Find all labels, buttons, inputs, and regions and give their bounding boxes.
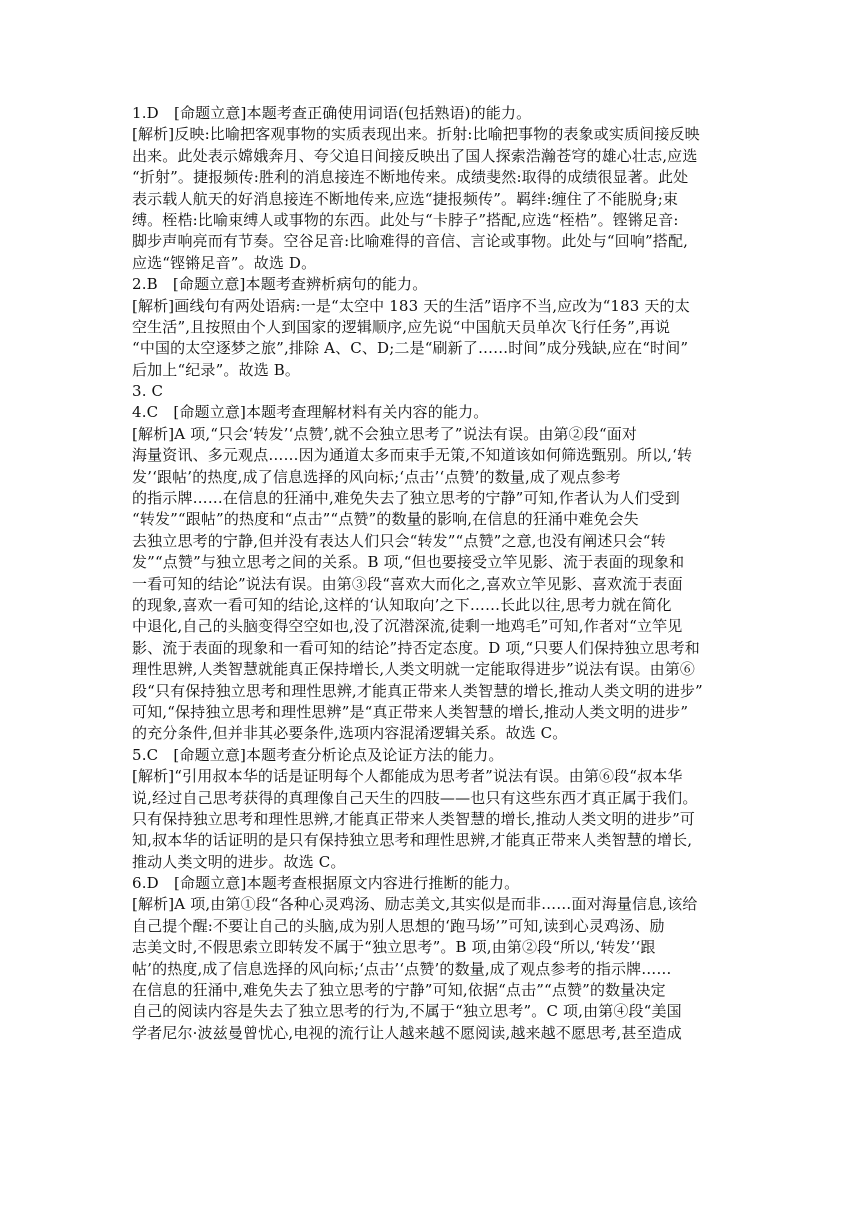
text-line: 后加上“纪录”。故选 B。 [132, 360, 301, 379]
text-line: “中国的太空逐梦之旅”,排除 A、C、D;二是“刷新了……时间”成分残缺,应在“时间” [132, 339, 689, 358]
text-line: 发’‘跟帖’的热度,成了信息选择的风向标;‘点击’‘点赞’的数量,成了观点参考 [132, 467, 621, 486]
text-line: 推动人类文明的进步。故选 C。 [132, 852, 346, 871]
text-line: 空生活”,且按照由个人到国家的逻辑顺序,应先说“中国航天员单次飞行任务”,再说 [132, 317, 671, 336]
text-line: [解析]A 项,“只会‘转发’‘点赞’,就不会独立思考了”说法有误。由第②段“面对 [132, 424, 638, 443]
text-line: 应选“铿锵足音”。故选 D。 [132, 253, 317, 272]
text-line: 在信息的狂涌中,难免失去了独立思考的宁静”可知,依据“点击”“点赞”的数量决定 [132, 981, 666, 1000]
text-line: 的现象,喜欢一看可知的结论,这样的‘认知取向’之下……长此以往,思考力就在简化 [132, 595, 672, 614]
text-line: 缚。桎梏:比喻束缚人或事物的东西。此处与“卡脖子”搭配,应选“桎梏”。铿锵足音: [132, 210, 679, 229]
text-line: 影、流于表面的现象和一看可知的结论”持否定态度。D 项,“只要人们保持独立思考和 [132, 638, 700, 657]
text-line: 中退化,自己的头脑变得空空如也,没了沉潜深流,徒剩一地鸡毛”可知,作者对“立竿见 [132, 617, 683, 636]
text-line: 的指示牌……在信息的狂涌中,难免失去了独立思考的宁静”可知,作者认为人们受到 [132, 489, 680, 508]
text-line: 志美文时,不假思索立即转发不属于“独立思考”。B 项,由第②段“所以,‘转发’‘跟 [132, 938, 656, 957]
text-line: 5.C [命题立意]本题考查分析论点及论证方法的能力。 [132, 745, 504, 764]
text-line: 可知,“保持独立思考和理性思辨”是“真正带来人类智慧的增长,推动人类文明的进步” [132, 702, 689, 721]
text-line: 的充分条件,但并非其必要条件,选项内容混淆逻辑关系。故选 C。 [132, 724, 568, 743]
text-line: 1.D [命题立意]本题考查正确使用词语(包括熟语)的能力。 [132, 104, 532, 122]
text-line: 发”“点赞”与独立思考之间的关系。B 项,“但也要接受立竿见影、流于表面的现象和 [132, 553, 685, 572]
text-line: 6.D [命题立意]本题考查根据原文内容进行推断的能力。 [132, 874, 520, 893]
answer-document [132, 103, 740, 1044]
text-line: [解析]“引用叔本华的话是证明每个人都能成为思考者”说法有误。由第⑥段“叔本华 [132, 767, 683, 786]
text-line: [解析]A 项,由第①段“各种心灵鸡汤、励志美文,其实似是而非……面对海量信息,该给 [132, 895, 698, 914]
text-line: 一看可知的结论”说法有误。由第③段“喜欢大而化之,喜欢立竿见影、喜欢流于表面 [132, 574, 683, 593]
text-line: 脚步声响亮而有节奏。空谷足音:比喻难得的音信、言论或事物。此处与“回响”搭配, [132, 232, 689, 251]
text-line: 表示载人航天的好消息接连不断地传来,应选“捷报频传”。羁绊:缠住了不能脱身;束 [132, 189, 679, 208]
text-line: 学者尼尔·波兹曼曾忧心,电视的流行让人越来越不愿阅读,越来越不愿思考,甚至造成 [132, 1023, 682, 1042]
text-line: 自己提个醒:不要让自己的头脑,成为别人思想的‘跑马场’”可知,读到心灵鸡汤、励 [132, 916, 665, 935]
text-line: 只有保持独立思考和理性思辨,才能真正带来人类智慧的增长,推动人类文明的进步”可 [132, 809, 696, 828]
text-line: [解析]画线句有两处语病:一是“太空中 183 天的生活”语序不当,应改为“183 天的太 [132, 296, 690, 315]
text-line: [解析]反映:比喻把客观事物的实质表现出来。折射:比喻把事物的表象或实质间接反映 [132, 125, 700, 144]
text-line: “折射”。捷报频传:胜利的消息接连不断地传来。成绩斐然:取得的成绩很显著。此处 [132, 168, 689, 187]
text-line: 3. C [132, 382, 164, 401]
text-line: 自己的阅读内容是失去了独立思考的行为,不属于“独立思考”。C 项,由第④段“美国 [132, 1002, 682, 1021]
text-line: 4.C [命题立意]本题考查理解材料有关内容的能力。 [132, 403, 489, 422]
text-line: 理性思辨,人类智慧就能真正保持增长,人类文明就一定能取得进步”说法有误。由第⑥ [132, 660, 696, 679]
text-line: 海量资讯、多元观点……因为通道太多而束手无策,不知道该如何筛选甄别。所以,‘转 [132, 446, 693, 465]
text-line: “转发”“跟帖”的热度和“点击”“点赞”的数量的影响,在信息的狂涌中难免会失 [132, 510, 639, 529]
text-line: 帖’的热度,成了信息选择的风向标;‘点击’‘点赞’的数量,成了观点参考的指示牌…… [132, 959, 672, 978]
text-line: 段“只有保持独立思考和理性思辨,才能真正带来人类智慧的增长,推动人类文明的进步” [132, 681, 703, 700]
text-line: 2.B [命题立意]本题考查辨析病句的能力。 [132, 275, 428, 294]
text-line: 说,经过自己思考获得的真理像自己天生的四肢——也只有这些东西才真正属于我们。 [132, 788, 698, 807]
text-line: 去独立思考的宁静,但并没有表达人们只会“转发”“点赞”之意,也没有阐述只会“转 [132, 531, 666, 550]
text-line: 出来。此处表示嫦娥奔月、夸父追日间接反映出了国人探索浩瀚苍穹的雄心壮志,应选 [132, 146, 698, 165]
text-line: 知,叔本华的话证明的是只有保持独立思考和理性思辨,才能真正带来人类智慧的增长, [132, 831, 693, 850]
